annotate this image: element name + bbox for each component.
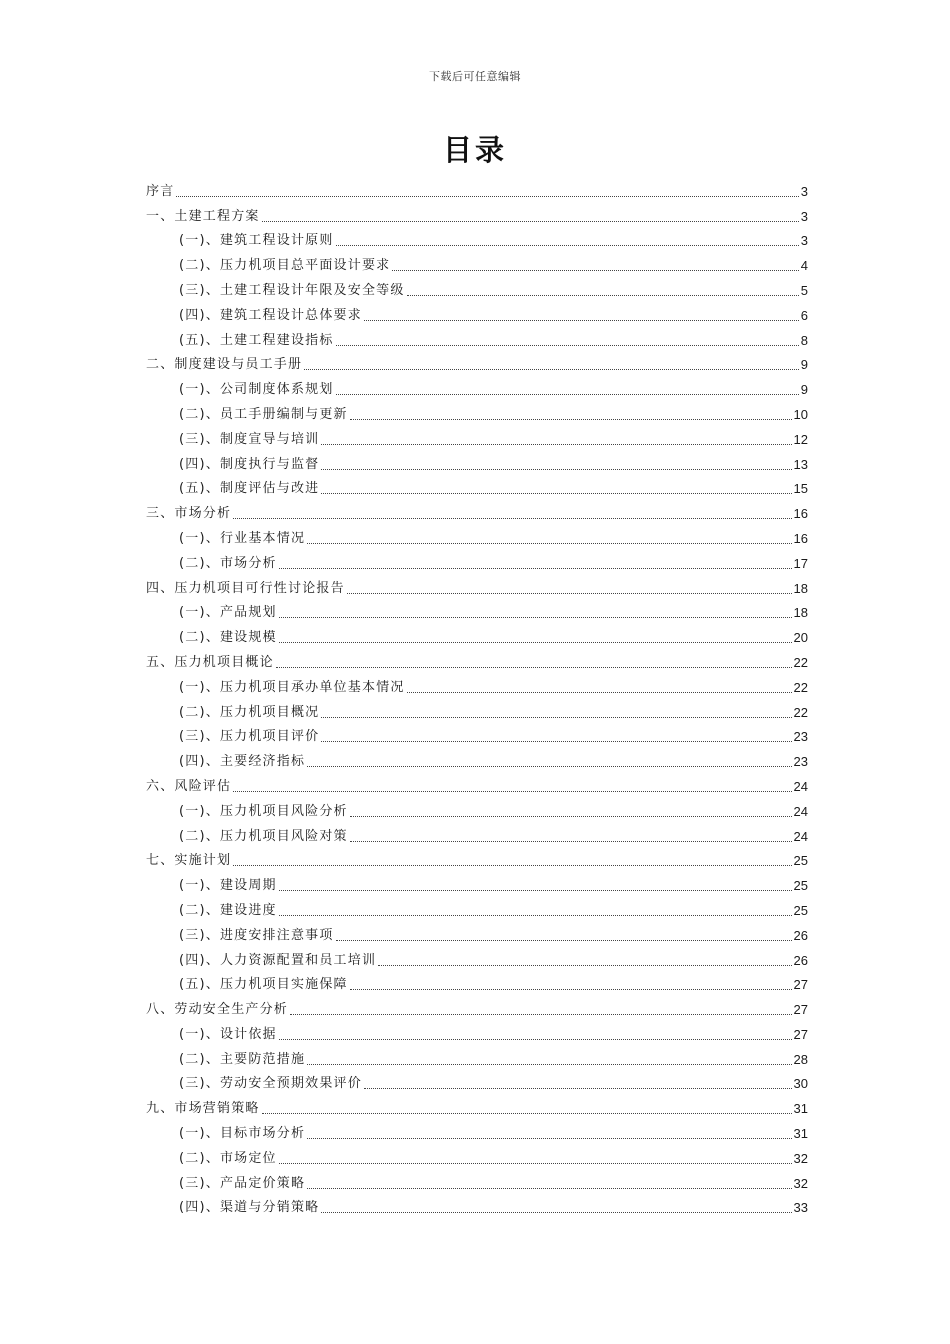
toc-page-number: 27: [793, 1002, 808, 1018]
toc-page-number: 27: [793, 1026, 808, 1042]
toc-entry-label: (二)、主要防范措施: [179, 1051, 306, 1067]
toc-chapter-entry[interactable]: [146, 350, 808, 375]
toc-dot-leader: [279, 889, 792, 891]
toc-entry-label: 七、实施计划: [146, 853, 232, 869]
toc-dot-leader: [262, 220, 799, 222]
toc-section-entry[interactable]: [146, 474, 808, 499]
toc-dot-leader: [290, 1013, 792, 1015]
toc-dot-leader: [279, 616, 792, 618]
toc-entry-label: (三)、进度安排注意事项: [179, 927, 334, 943]
toc-chapter-entry[interactable]: [146, 647, 808, 672]
toc-page-number: 25: [793, 878, 808, 894]
toc-entry-label: (一)、目标市场分析: [179, 1126, 306, 1142]
toc-entry-label: 一、土建工程方案: [146, 208, 260, 224]
toc-entry-label: (一)、压力机项目承办单位基本情况: [179, 679, 405, 695]
toc-page-number: 18: [793, 580, 808, 596]
toc-dot-leader: [307, 1137, 791, 1139]
table-of-contents: [146, 176, 808, 1217]
toc-section-entry[interactable]: [146, 598, 808, 623]
toc-section-entry[interactable]: [146, 399, 808, 424]
toc-section-entry[interactable]: [146, 226, 808, 251]
toc-page-number: 24: [793, 778, 808, 794]
toc-dot-leader: [304, 368, 799, 370]
toc-page-number: 8: [800, 332, 808, 348]
toc-page-number: 26: [793, 952, 808, 968]
toc-section-entry[interactable]: [146, 1193, 808, 1218]
toc-entry-label: (四)、制度执行与监督: [179, 456, 320, 472]
toc-dot-leader: [321, 443, 791, 445]
toc-section-entry[interactable]: [146, 449, 808, 474]
toc-dot-leader: [350, 840, 792, 842]
toc-page-number: 27: [793, 977, 808, 993]
toc-page-number: 28: [793, 1051, 808, 1067]
toc-dot-leader: [279, 914, 792, 916]
toc-entry-label: (三)、制度宣导与培训: [179, 431, 320, 447]
toc-entry-label: (二)、市场定位: [179, 1150, 277, 1166]
toc-section-entry[interactable]: [146, 672, 808, 697]
toc-dot-leader: [321, 492, 791, 494]
toc-entry-label: (一)、公司制度体系规划: [179, 382, 334, 398]
toc-entry-label: (一)、压力机项目风险分析: [179, 803, 348, 819]
toc-chapter-entry[interactable]: [146, 201, 808, 226]
toc-entry-label: (四)、主要经济指标: [179, 754, 306, 770]
toc-page-number: 3: [800, 233, 808, 249]
toc-section-entry[interactable]: [146, 548, 808, 573]
toc-entry-label: 四、压力机项目可行性讨论报告: [146, 580, 345, 596]
toc-section-entry[interactable]: [146, 722, 808, 747]
toc-entry-label: (三)、产品定价策略: [179, 1175, 306, 1191]
toc-section-entry[interactable]: [146, 920, 808, 945]
toc-entry-label: 三、市场分析: [146, 506, 232, 522]
toc-entry-label: (二)、市场分析: [179, 555, 277, 571]
toc-page-number: 3: [800, 208, 808, 224]
toc-entry-label: (四)、建筑工程设计总体要求: [179, 307, 362, 323]
toc-section-entry[interactable]: [146, 523, 808, 548]
toc-section-entry[interactable]: [146, 250, 808, 275]
toc-page-number: 32: [793, 1175, 808, 1191]
toc-section-entry[interactable]: [146, 275, 808, 300]
toc-entry-label: (一)、建筑工程设计原则: [179, 233, 334, 249]
toc-dot-leader: [350, 988, 792, 990]
toc-page-number: 16: [793, 530, 808, 546]
toc-dot-leader: [307, 765, 791, 767]
toc-page-number: 15: [793, 481, 808, 497]
toc-entry-label: (二)、压力机项目总平面设计要求: [179, 258, 391, 274]
toc-dot-leader: [279, 641, 792, 643]
toc-page-number: 20: [793, 630, 808, 646]
toc-entry-label: (一)、产品规划: [179, 605, 277, 621]
toc-section-entry[interactable]: [146, 1118, 808, 1143]
toc-section-entry[interactable]: [146, 1168, 808, 1193]
toc-dot-leader: [307, 542, 791, 544]
toc-entry-label: 二、制度建设与员工手册: [146, 357, 303, 373]
toc-page-number: 32: [793, 1150, 808, 1166]
toc-entry-label: 九、市场营销策略: [146, 1101, 260, 1117]
toc-entry-label: (二)、建设规模: [179, 630, 277, 646]
toc-dot-leader: [407, 691, 792, 693]
toc-dot-leader: [350, 815, 792, 817]
toc-page-number: 31: [793, 1126, 808, 1142]
toc-page-number: 5: [800, 282, 808, 298]
toc-entry-label: (四)、渠道与分销策略: [179, 1200, 320, 1216]
toc-page-number: 25: [793, 853, 808, 869]
toc-page-number: 22: [793, 654, 808, 670]
toc-page-number: 31: [793, 1101, 808, 1117]
toc-section-entry[interactable]: [146, 1019, 808, 1044]
toc-entry-label: (一)、行业基本情况: [179, 530, 306, 546]
toc-page-number: 33: [793, 1200, 808, 1216]
toc-dot-leader: [307, 1063, 791, 1065]
toc-page-number: 24: [793, 803, 808, 819]
toc-entry-label: (三)、压力机项目评价: [179, 729, 320, 745]
toc-page-number: 4: [800, 258, 808, 274]
toc-section-entry[interactable]: [146, 870, 808, 895]
toc-section-entry[interactable]: [146, 325, 808, 350]
toc-dot-leader: [336, 393, 799, 395]
toc-dot-leader: [347, 592, 792, 594]
toc-page-number: 22: [793, 679, 808, 695]
toc-entry-label: (三)、土建工程设计年限及安全等级: [179, 282, 405, 298]
toc-dot-leader: [336, 344, 799, 346]
toc-dot-leader: [279, 1038, 792, 1040]
toc-dot-leader: [321, 716, 791, 718]
toc-entry-label: (五)、压力机项目实施保障: [179, 977, 348, 993]
toc-page-number: 12: [793, 431, 808, 447]
toc-section-entry[interactable]: [146, 1143, 808, 1168]
toc-page-number: 26: [793, 927, 808, 943]
toc-section-entry[interactable]: [146, 697, 808, 722]
toc-dot-leader: [321, 740, 791, 742]
toc-section-entry[interactable]: [146, 424, 808, 449]
toc-entry-label: (一)、建设周期: [179, 878, 277, 894]
toc-section-entry[interactable]: [146, 746, 808, 771]
toc-section-entry[interactable]: [146, 1044, 808, 1069]
toc-page-number: 18: [793, 605, 808, 621]
toc-page-number: 3: [800, 183, 808, 199]
toc-entry-label: (二)、员工手册编制与更新: [179, 406, 348, 422]
toc-page-number: 24: [793, 828, 808, 844]
toc-dot-leader: [233, 517, 791, 519]
header-note: 下载后可任意编辑: [429, 70, 521, 83]
toc-dot-leader: [276, 666, 792, 668]
toc-dot-leader: [279, 567, 792, 569]
toc-entry-label: (三)、劳动安全预期效果评价: [179, 1076, 362, 1092]
toc-entry-label: (一)、设计依据: [179, 1026, 277, 1042]
toc-dot-leader: [350, 418, 792, 420]
toc-dot-leader: [364, 1087, 792, 1089]
toc-dot-leader: [307, 1187, 791, 1189]
toc-dot-leader: [321, 1211, 791, 1213]
toc-dot-leader: [336, 244, 799, 246]
toc-page-number: 17: [793, 555, 808, 571]
toc-page-number: 23: [793, 729, 808, 745]
toc-dot-leader: [279, 1162, 792, 1164]
toc-chapter-entry[interactable]: [146, 498, 808, 523]
toc-page-number: 10: [793, 406, 808, 422]
toc-section-entry[interactable]: [146, 970, 808, 995]
toc-dot-leader: [392, 269, 798, 271]
toc-chapter-entry[interactable]: [146, 1093, 808, 1118]
toc-chapter-entry[interactable]: [146, 994, 808, 1019]
toc-dot-leader: [378, 964, 791, 966]
toc-section-entry[interactable]: [146, 821, 808, 846]
toc-page-number: 30: [793, 1076, 808, 1092]
toc-entry-label: 八、劳动安全生产分析: [146, 1002, 289, 1018]
toc-page-number: 9: [800, 382, 808, 398]
toc-entry-label: (二)、压力机项目概况: [179, 704, 320, 720]
toc-dot-leader: [262, 1112, 792, 1114]
toc-chapter-entry[interactable]: [146, 573, 808, 598]
toc-chapter-entry[interactable]: [146, 176, 808, 201]
toc-entry-label: (二)、压力机项目风险对策: [179, 828, 348, 844]
toc-dot-leader: [336, 939, 792, 941]
toc-page-number: 22: [793, 704, 808, 720]
toc-entry-label: 六、风险评估: [146, 778, 232, 794]
toc-page-number: 16: [793, 506, 808, 522]
toc-dot-leader: [364, 319, 799, 321]
toc-page-number: 6: [800, 307, 808, 323]
toc-entry-label: 序言: [146, 183, 175, 199]
toc-dot-leader: [176, 195, 798, 197]
toc-chapter-entry[interactable]: [146, 846, 808, 871]
toc-section-entry[interactable]: [146, 945, 808, 970]
toc-entry-label: 五、压力机项目概论: [146, 654, 274, 670]
toc-section-entry[interactable]: [146, 622, 808, 647]
toc-dot-leader: [321, 468, 791, 470]
toc-section-entry[interactable]: [146, 300, 808, 325]
toc-entry-label: (四)、人力资源配置和员工培训: [179, 952, 377, 968]
toc-page-number: 25: [793, 902, 808, 918]
toc-chapter-entry[interactable]: [146, 771, 808, 796]
toc-page-number: 23: [793, 754, 808, 770]
toc-page-number: 9: [800, 357, 808, 373]
toc-entry-label: (五)、制度评估与改进: [179, 481, 320, 497]
toc-dot-leader: [407, 294, 799, 296]
toc-entry-label: (五)、土建工程建设指标: [179, 332, 334, 348]
toc-title: 目录: [442, 133, 507, 167]
toc-entry-label: (二)、建设进度: [179, 902, 277, 918]
toc-section-entry[interactable]: [146, 1069, 808, 1094]
toc-section-entry[interactable]: [146, 796, 808, 821]
toc-dot-leader: [233, 790, 791, 792]
toc-page-number: 13: [793, 456, 808, 472]
toc-dot-leader: [233, 864, 791, 866]
toc-section-entry[interactable]: [146, 895, 808, 920]
toc-section-entry[interactable]: [146, 374, 808, 399]
